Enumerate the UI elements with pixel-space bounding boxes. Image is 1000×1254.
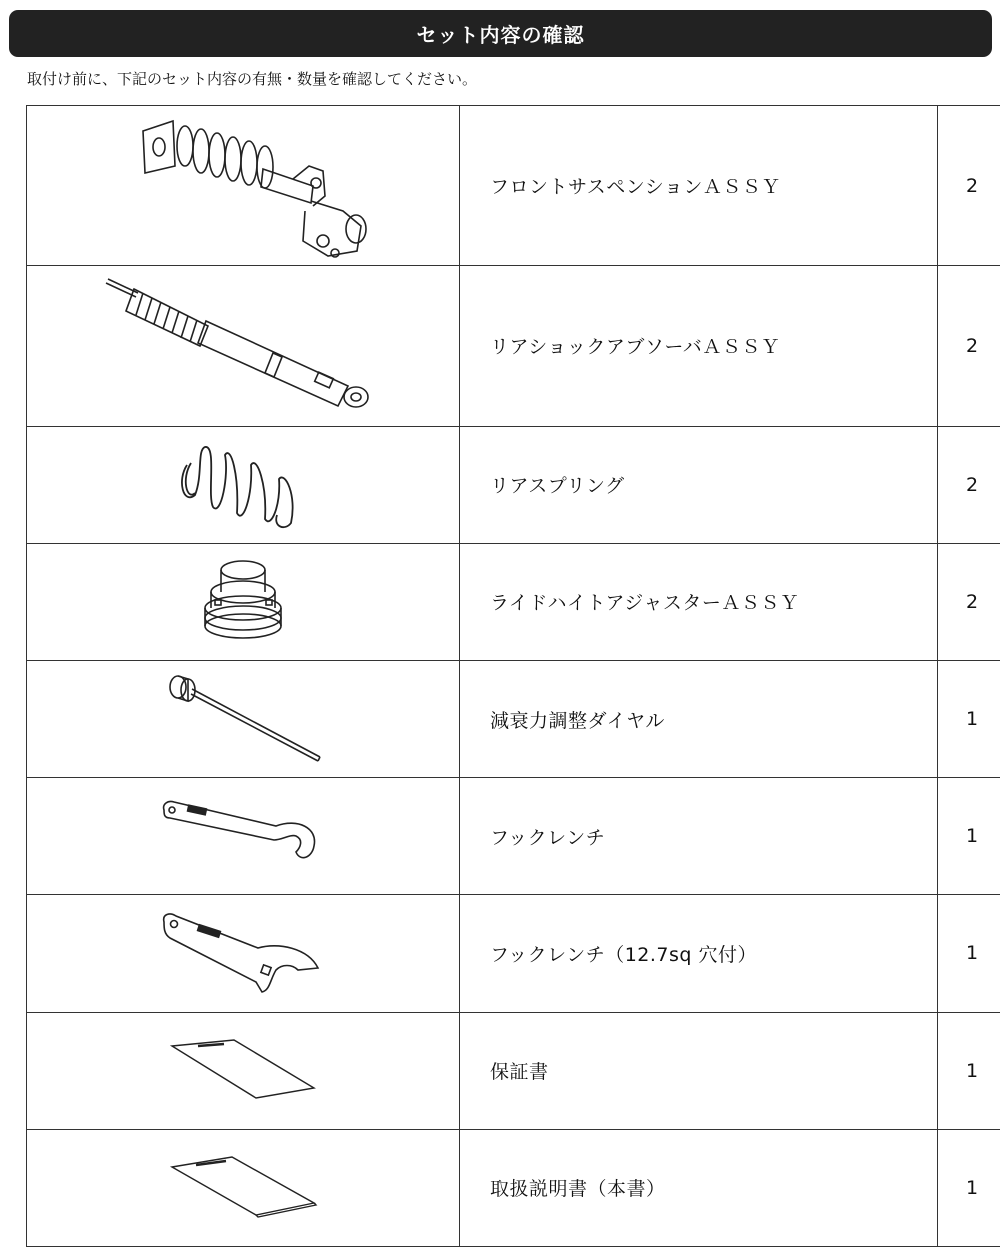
hook-wrench-illustration	[158, 796, 328, 876]
image-cell	[27, 778, 460, 895]
item-qty: 1	[938, 1012, 1000, 1129]
image-cell	[27, 1129, 460, 1246]
item-qty: 2	[938, 106, 1000, 266]
item-name: リアショックアブソーバＡＳＳＹ	[460, 266, 938, 426]
table-row	[27, 543, 1000, 660]
front-suspension-illustration	[113, 111, 373, 261]
warranty-card-illustration	[168, 1036, 318, 1106]
item-name: フックレンチ	[460, 778, 938, 895]
item-qty: 1	[938, 895, 1000, 1012]
ride-height-adjuster-illustration	[188, 552, 298, 652]
image-cell	[27, 895, 460, 1012]
item-qty: 2	[938, 543, 1000, 660]
rear-shock-absorber-illustration	[98, 271, 388, 421]
item-name: ライドハイトアジャスターＡＳＳＹ	[460, 543, 938, 660]
item-qty: 1	[938, 660, 1000, 777]
item-name: 取扱説明書（本書）	[460, 1129, 938, 1246]
image-cell	[27, 426, 460, 543]
image-cell	[27, 266, 460, 426]
table-row	[27, 266, 1000, 426]
table-row	[27, 660, 1000, 777]
item-qty: 1	[938, 778, 1000, 895]
image-cell	[27, 1012, 460, 1129]
image-cell	[27, 106, 460, 266]
item-name: 減衰力調整ダイヤル	[460, 660, 938, 777]
table-row	[27, 426, 1000, 543]
instruction-manual-illustration	[168, 1153, 318, 1223]
hook-wrench-square-hole-illustration	[158, 908, 328, 998]
item-qty: 2	[938, 426, 1000, 543]
table-row	[27, 778, 1000, 895]
table-row	[27, 106, 1000, 266]
table-row	[27, 1129, 1000, 1246]
image-cell	[27, 660, 460, 777]
damping-dial-illustration	[158, 669, 328, 769]
item-qty: 1	[938, 1129, 1000, 1246]
item-name: フロントサスペンションＡＳＳＹ	[460, 106, 938, 266]
parts-table	[26, 105, 1000, 1247]
item-qty: 2	[938, 266, 1000, 426]
item-name: 保証書	[460, 1012, 938, 1129]
item-name: リアスプリング	[460, 426, 938, 543]
item-name: フックレンチ（12.7sq 穴付）	[460, 895, 938, 1012]
table-row	[27, 895, 1000, 1012]
intro-text: 取付け前に、下記のセット内容の有無・数量を確認してください。	[27, 70, 478, 88]
rear-spring-illustration	[173, 435, 313, 535]
section-header	[9, 10, 992, 57]
section-title: セット内容の確認	[416, 23, 585, 47]
image-cell	[27, 543, 460, 660]
table-row	[27, 1012, 1000, 1129]
